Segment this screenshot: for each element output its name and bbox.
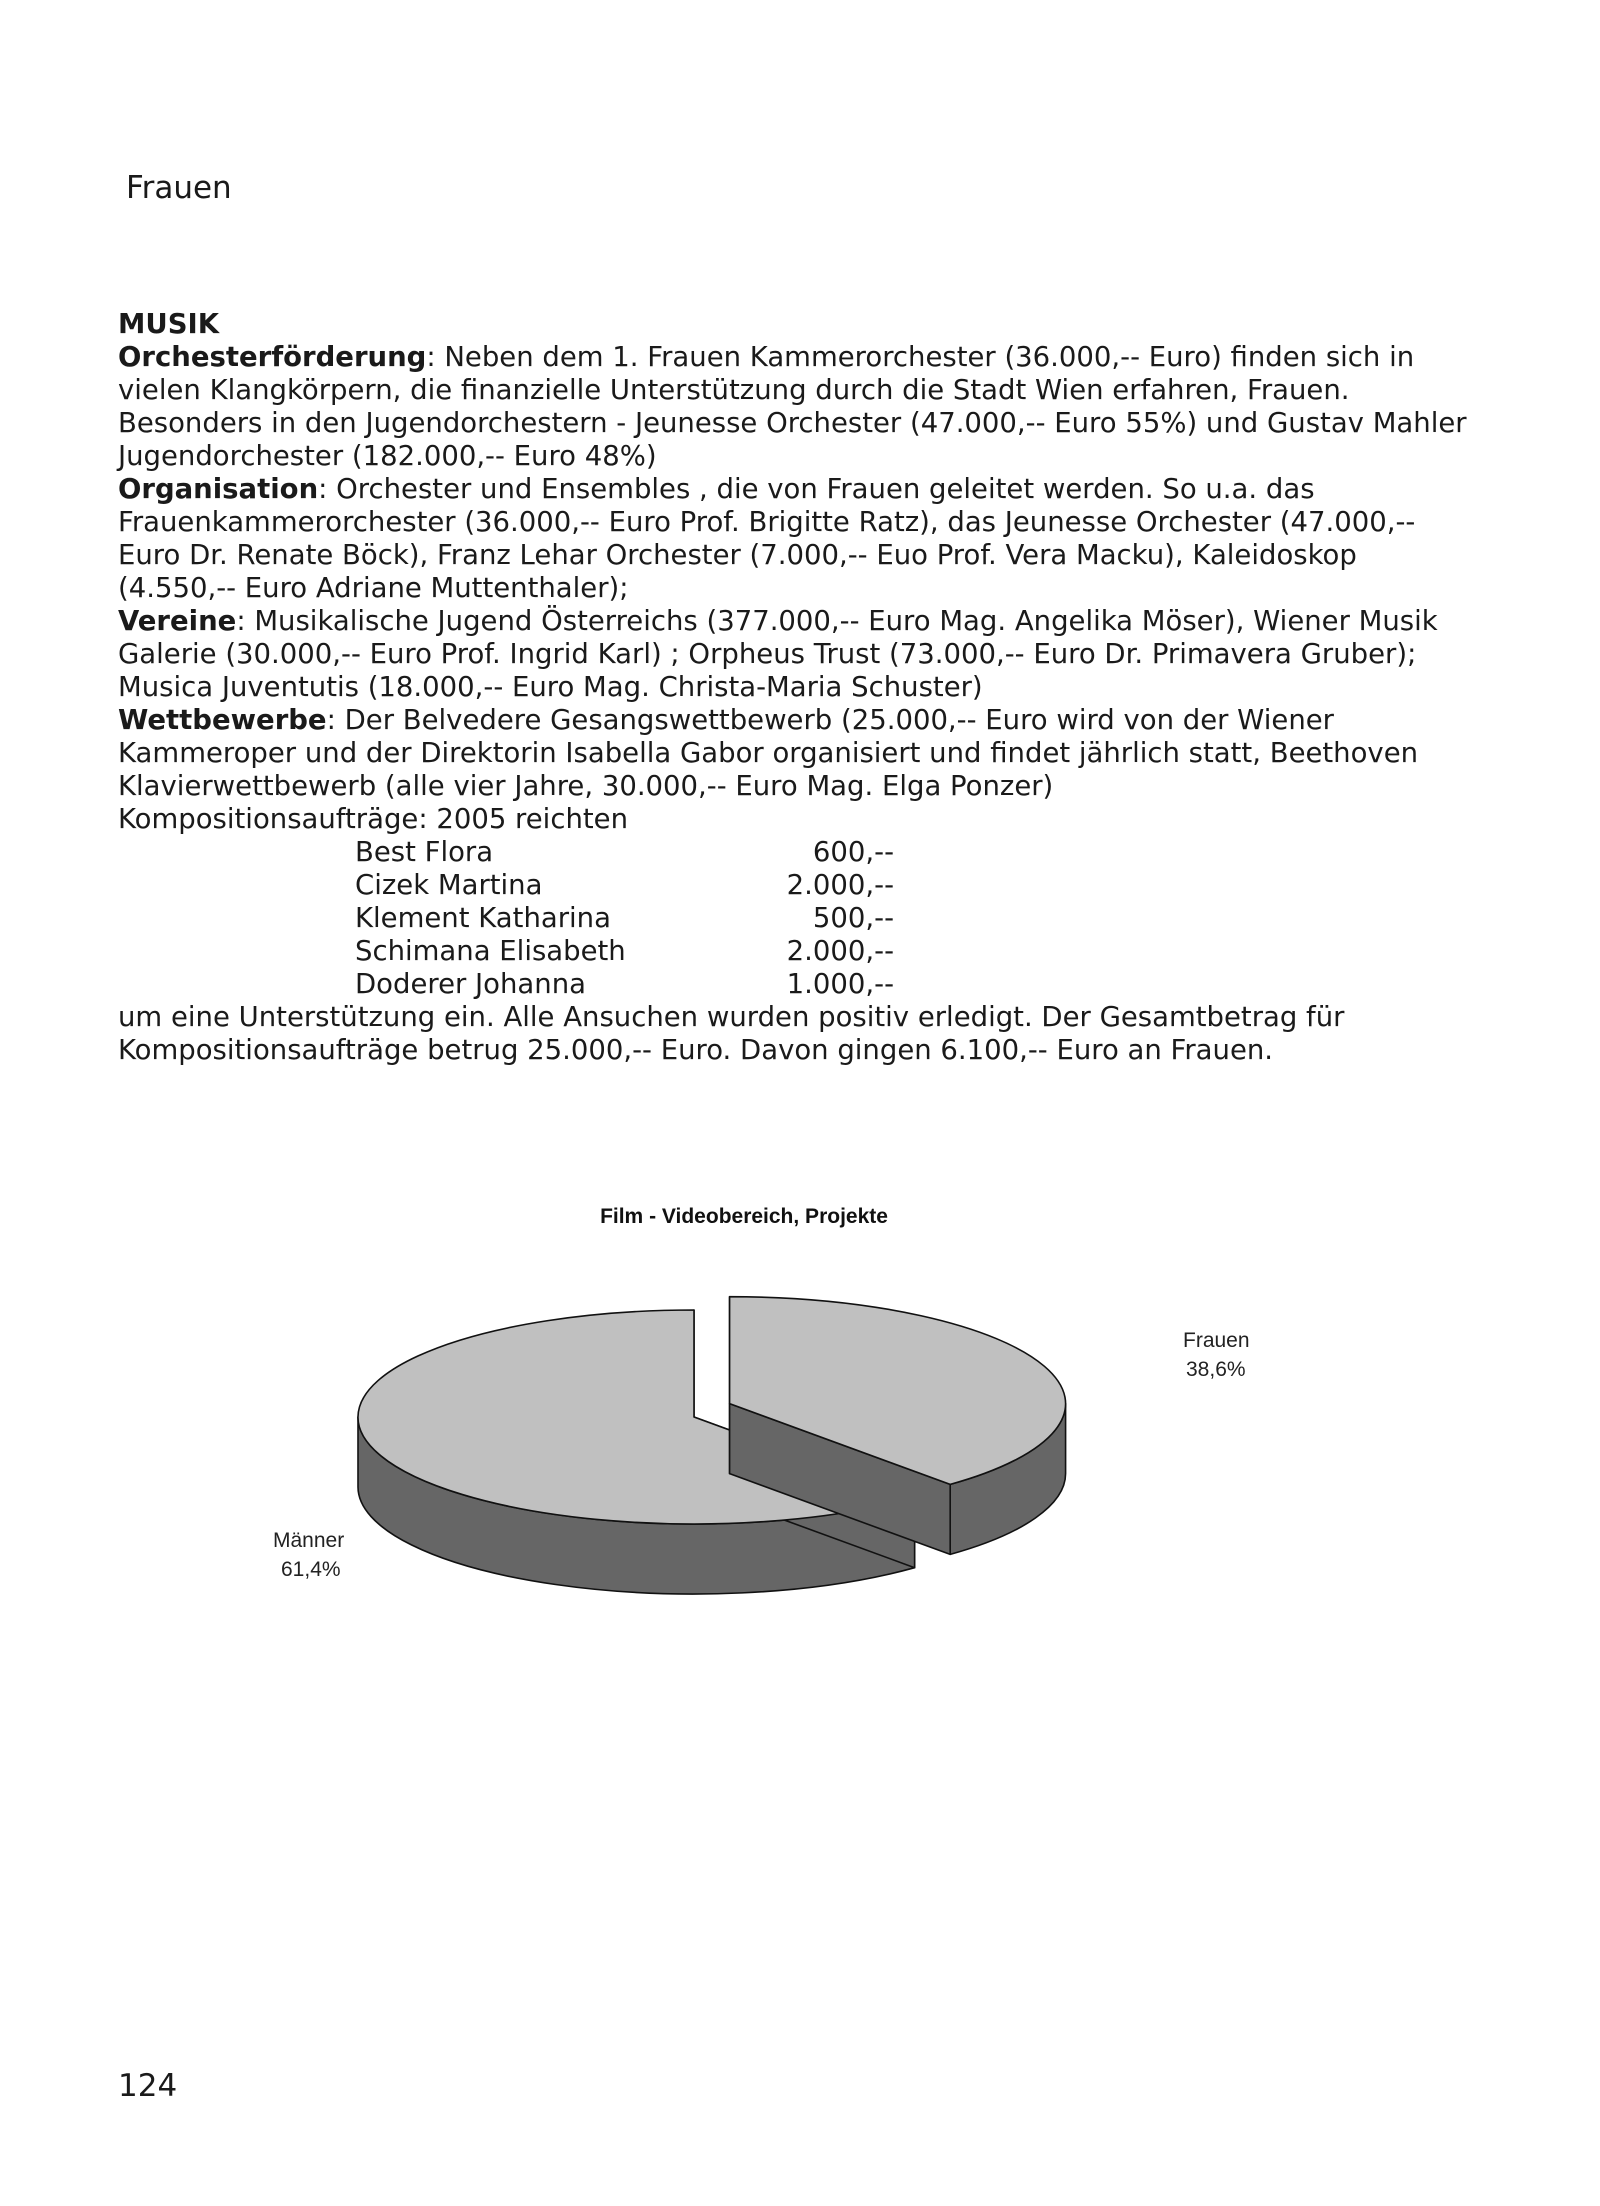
text-line: Kompositionsaufträge betrug 25.000,-- Euro. Davon gingen 6.100,-- Euro an Frauen. (118, 1034, 1274, 1066)
commission-amount: 2.000,-- (786, 935, 894, 967)
paragraph-orchesterfoerderung (118, 341, 1538, 473)
table-row (355, 968, 1538, 1001)
paragraph-label: Orchesterförderung (118, 341, 427, 373)
table-row (355, 836, 1538, 869)
text-line: : Neben dem 1. Frauen Kammerorchester (36.000,-- Euro) finden sich in (426, 341, 1415, 373)
label-frauen-name: Frauen (1183, 1329, 1250, 1352)
text-line: Kammeroper und der Direktorin Isabella Gabor organisiert und findet jährlich statt, Beethoven (118, 737, 1419, 769)
page-header: Frauen (126, 170, 232, 206)
text-line: Musica Juventutis (18.000,-- Euro Mag. Christa-Maria Schuster) (118, 671, 983, 703)
text-line: (4.550,-- Euro Adriane Muttenthaler); (118, 572, 629, 604)
text-line: Frauenkammerorchester (36.000,-- Euro Prof. Brigitte Ratz), das Jeunesse Orchester (47.000,-- (118, 506, 1416, 538)
text-line: Jugendorchester (182.000,-- Euro 48%) (118, 440, 657, 472)
commission-name: Klement Katharina (355, 902, 611, 934)
chart-title: Film - Videobereich, Projekte (600, 1205, 888, 1228)
label-frauen-value: 38,6% (1186, 1358, 1246, 1381)
table-row (355, 902, 1538, 935)
text-line: : Orchester und Ensembles , die von Frauen geleitet werden. So u.a. das (318, 473, 1315, 505)
section-heading: MUSIK (118, 308, 220, 340)
text-line: : Musikalische Jugend Österreichs (377.000,-- Euro Mag. Angelika Möser), Wiener Musik (236, 605, 1438, 637)
table-row (355, 869, 1538, 902)
label-maenner-name: Männer (273, 1529, 345, 1552)
paragraph-label: Vereine (118, 605, 237, 637)
document-body (118, 308, 1538, 1067)
commission-name: Best Flora (355, 836, 494, 868)
paragraph-label: Wettbewerbe (118, 704, 327, 736)
commissions-intro: Kompositionsaufträge: 2005 reichten (118, 803, 628, 835)
paragraph-wettbewerbe (118, 704, 1538, 803)
text-line: vielen Klangkörpern, die finanzielle Unterstützung durch die Stadt Wien erfahren, Frauen. (118, 374, 1350, 406)
commission-name: Cizek Martina (355, 869, 543, 901)
text-line: Euro Dr. Renate Böck), Franz Lehar Orchester (7.000,-- Euo Prof. Vera Macku), Kaleidoskop (118, 539, 1357, 571)
commission-name: Schimana Elisabeth (355, 935, 626, 967)
text-line: Besonders in den Jugendorchestern - Jeunesse Orchester (47.000,-- Euro 55%) und Gustav Mahler (118, 407, 1467, 439)
page-number: 124 (118, 2068, 178, 2104)
label-maenner-value: 61,4% (281, 1558, 341, 1581)
pie-chart (0, 1180, 1600, 1640)
table-row (355, 935, 1538, 968)
commission-amount: 500,-- (812, 902, 894, 934)
commission-amount: 600,-- (812, 836, 894, 868)
commission-amount: 1.000,-- (786, 968, 894, 1000)
paragraph-label: Organisation (118, 473, 319, 505)
paragraph-organisation (118, 473, 1538, 605)
text-line: Galerie (30.000,-- Euro Prof. Ingrid Karl) ; Orpheus Trust (73.000,-- Euro Dr. Primavera Gruber); (118, 638, 1417, 670)
text-line: : Der Belvedere Gesangswettbewerb (25.000,-- Euro wird von der Wiener (326, 704, 1334, 736)
closing-paragraph (118, 1001, 1538, 1067)
text-line: Klavierwettbewerb (alle vier Jahre, 30.000,-- Euro Mag. Elga Ponzer) (118, 770, 1054, 802)
commission-amount: 2.000,-- (786, 869, 894, 901)
text-line: um eine Unterstützung ein. Alle Ansuchen wurden positiv erledigt. Der Gesamtbetrag für (118, 1001, 1345, 1033)
paragraph-vereine (118, 605, 1538, 704)
commission-name: Doderer Johanna (355, 968, 586, 1000)
commissions-table (355, 836, 1538, 1001)
